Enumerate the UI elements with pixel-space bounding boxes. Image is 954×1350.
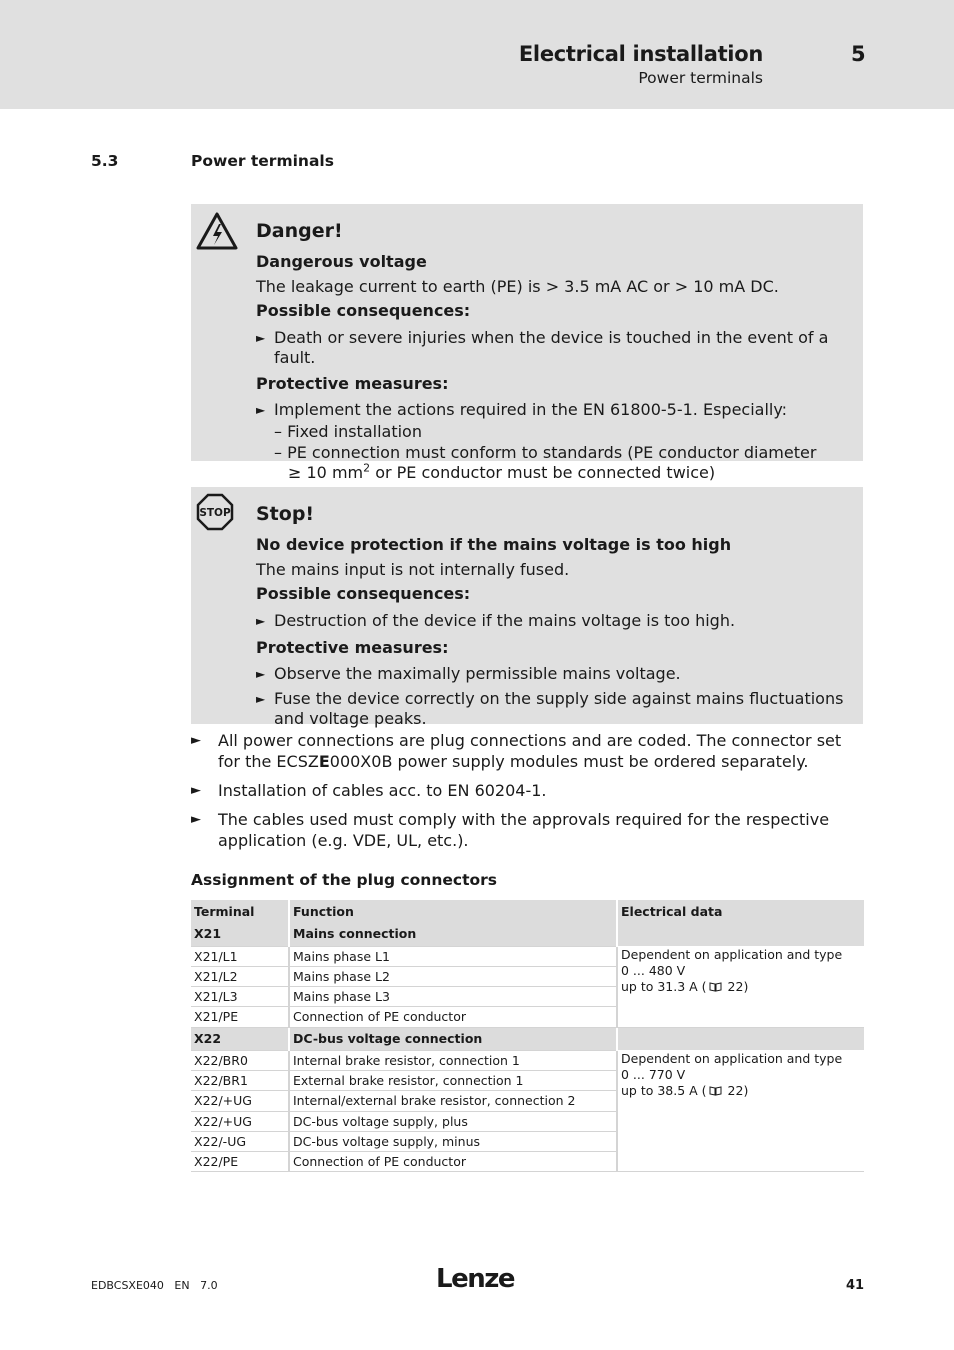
stop-measure: ► Observe the maximally permissible mains voltage. [256, 664, 681, 683]
column-header: Electrical data [617, 900, 864, 923]
stop-consequence: ► Destruction of the device if the mains voltage is too high. [256, 610, 736, 630]
danger-sub-item: – PE connection must conform to standards (PE conductor diameter [274, 443, 817, 462]
table-row: X21/L3 Mains phase L3 [191, 987, 864, 1007]
danger-text: The leakage current to earth (PE) is > 3.5 mA AC or > 10 mA DC. [256, 276, 779, 296]
page-header [0, 0, 954, 109]
table-row: X22/+UG Internal/external brake resistor, connection 2 [191, 1091, 864, 1111]
table-row: X21/L1 Mains phase L1 Dependent on application and type 0 ... 480 V up to 31.3 A ( 22) [191, 946, 864, 966]
stop-sign-icon [195, 493, 235, 535]
stop-measure: ► Fuse the device correctly on the supply side against mains fluctuations and voltage peaks. [256, 689, 844, 728]
table-row: X21/PE Connection of PE conductor [191, 1007, 864, 1027]
column-header: Terminal [191, 900, 289, 923]
danger-box [191, 204, 863, 482]
arrow-bullet-icon: ► [256, 692, 266, 706]
arrow-bullet-icon: ► [191, 812, 201, 827]
column-header: Function [289, 900, 617, 923]
info-bullet: ► The cables used must comply with the approvals required for the respective application (e.g. VDE, UL, etc.). [191, 810, 830, 850]
arrow-bullet-icon: ► [191, 783, 201, 798]
danger-measures-label: Protective measures: [256, 373, 449, 393]
stop-box [191, 487, 863, 728]
table-row: X22/-UG DC-bus voltage supply, minus [191, 1131, 864, 1151]
danger-sub-item: – Fixed installation [274, 422, 422, 441]
stop-heading: Stop! [256, 503, 315, 525]
table-row: X22/BR1 External brake resistor, connection 1 [191, 1070, 864, 1090]
table-row: X22/+UG DC-bus voltage supply, plus [191, 1111, 864, 1131]
page-number: 41 [846, 1278, 865, 1293]
arrow-bullet-icon: ► [256, 667, 266, 681]
electrical-data-cell: Dependent on application and type 0 ... 480 V up to 31.3 A ( 22) [617, 946, 864, 1027]
chapter-title: Electrical installation [518, 42, 763, 66]
electrical-data-cell: Dependent on application and type 0 ... 770 V up to 38.5 A ( 22) [617, 1050, 864, 1172]
chapter-number: 5 [851, 42, 866, 66]
arrow-bullet-icon: ► [191, 733, 201, 748]
info-bullet-list [191, 730, 863, 859]
table-row: X22/PE Connection of PE conductor [191, 1152, 864, 1172]
table-header-row [191, 900, 864, 923]
danger-subheading: Dangerous voltage [256, 252, 427, 271]
book-icon [709, 1086, 722, 1096]
section-number: 5.3 [91, 152, 119, 170]
stop-text: The mains input is not internally fused. [256, 559, 570, 579]
stop-subheading: No device protection if the mains voltage is too high [256, 535, 732, 554]
high-voltage-warning-icon [195, 211, 239, 255]
danger-measure: ► Implement the actions required in the EN 61800-5-1. Especially: [256, 400, 788, 419]
arrow-bullet-icon: ► [256, 330, 266, 345]
book-icon [709, 982, 722, 992]
table-row: X21/L2 Mains phase L2 [191, 966, 864, 986]
danger-consequences-label: Possible consequences: [256, 301, 471, 320]
plug-connector-table [191, 900, 864, 1172]
chapter-subtitle: Power terminals [638, 69, 763, 87]
table-group-row: X21 Mains connection [191, 923, 864, 946]
assignment-title: Assignment of the plug connectors [191, 871, 498, 889]
stop-consequences-label: Possible consequences: [256, 584, 471, 603]
info-bullet: ► All power connections are plug connections and are coded. The connector set for the ECSZE000X0B power supply modules must be ordered separately. [191, 731, 842, 771]
danger-sub-item-continued: ≥ 10 $mm^2$ or PE conductor must be connected twice) [288, 461, 716, 482]
arrow-bullet-icon: ► [256, 613, 266, 628]
stop-measures-label: Protective measures: [256, 637, 449, 657]
arrow-bullet-icon: ► [256, 403, 266, 417]
document-id: EDBCSXE040 EN 7.0 [91, 1279, 218, 1292]
table-row: X22/BR0 Internal brake resistor, connection 1 Dependent on application and type 0 ... 770 V up to 38.5 A ( 22) [191, 1050, 864, 1070]
svg-text:STOP: STOP [199, 507, 231, 519]
danger-heading: Danger! [256, 220, 343, 242]
section-title: Power terminals [191, 152, 334, 170]
danger-consequence: ► Death or severe injuries when the device is touched in the event of a fault. [256, 327, 829, 367]
lenze-logo: Lenze [436, 1264, 514, 1294]
info-bullet: ► Installation of cables acc. to EN 60204-1. [191, 781, 547, 800]
table-group-row: X22 DC-bus voltage connection [191, 1027, 864, 1050]
